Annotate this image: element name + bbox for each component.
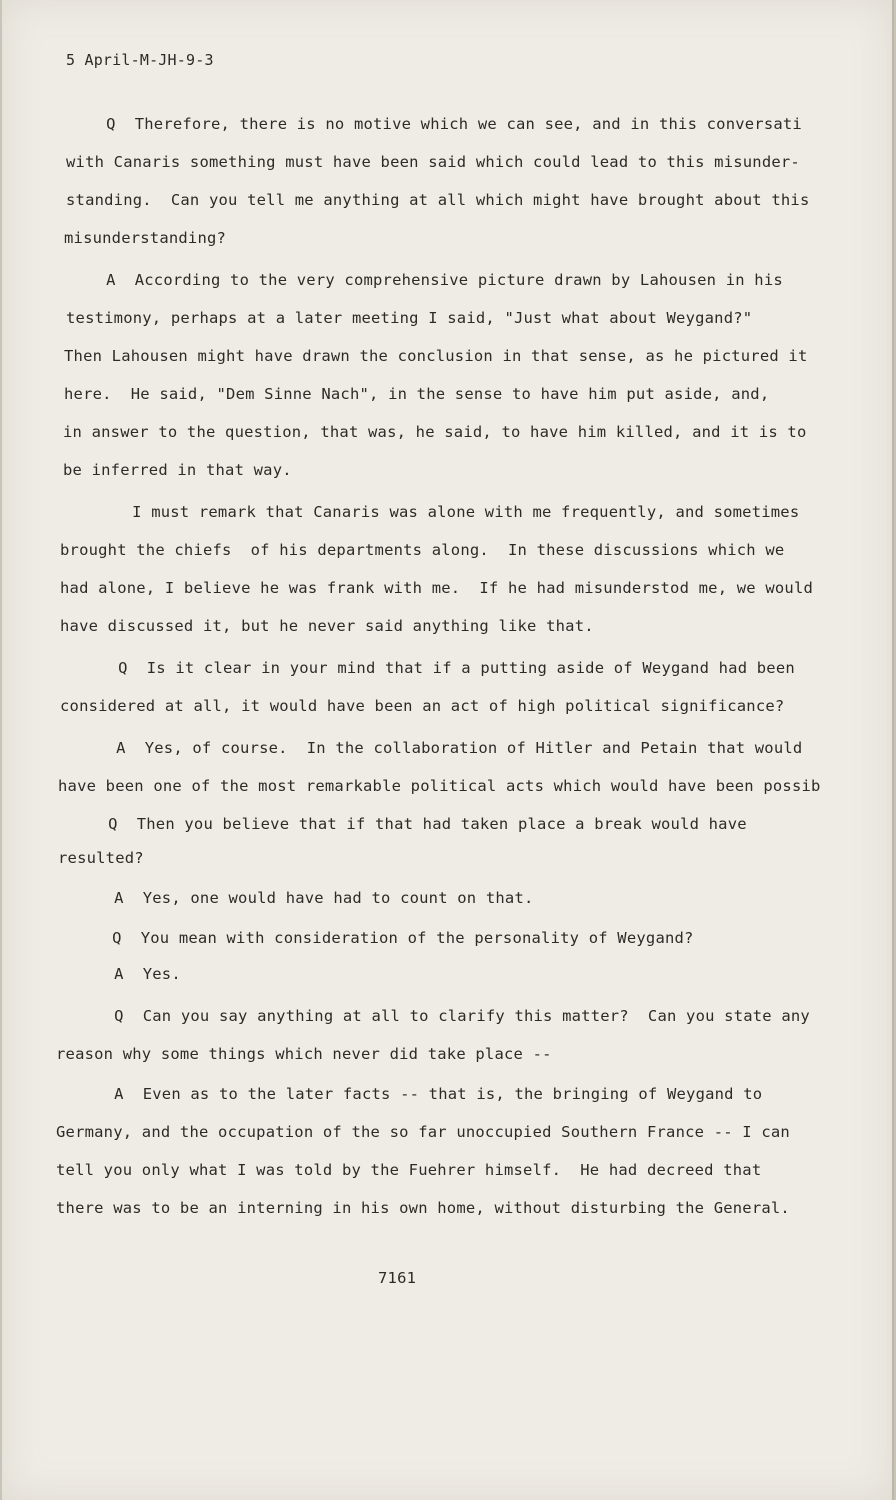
text-line: Q Can you say anything at all to clarify this matter? Can you state any [76,1007,810,1025]
page-header: 5 April-M-JH-9-3 [66,51,214,69]
text-line: I must remark that Canaris was alone with me frequently, and sometimes [94,503,800,521]
text-line: have discussed it, but he never said anything like that. [60,617,594,635]
text-line: Germany, and the occupation of the so far unoccupied Southern France -- I can [56,1123,790,1141]
text-line: have been one of the most remarkable political acts which would have been possib [58,777,821,795]
text-line: Q Therefore, there is no motive which we can see, and in this conversati [68,115,802,133]
text-line: with Canaris something must have been said which could lead to this misunder- [66,153,800,171]
text-line: A Yes. [76,965,181,983]
text-line: misunderstanding? [64,229,227,247]
text-line: testimony, perhaps at a later meeting I said, "Just what about Weygand?" [66,309,753,327]
text-line: Q Is it clear in your mind that if a putting aside of Weygand had been [80,659,795,677]
document-page [2,0,894,1500]
page-number: 7161 [378,1269,417,1287]
text-line: A Yes, of course. In the collaboration of Hitler and Petain that would [78,739,803,757]
text-line: A Even as to the later facts -- that is, the bringing of Weygand to [76,1085,763,1103]
text-line: resulted? [58,849,144,867]
text-line: reason why some things which never did take place -- [56,1045,552,1063]
text-line: be inferred in that way. [63,461,292,479]
text-line: Then Lahousen might have drawn the conclusion in that sense, as he pictured it [64,347,808,365]
text-line: brought the chiefs of his departments along. In these discussions which we [60,541,785,559]
text-line: in answer to the question, that was, he said, to have him killed, and it is to [63,423,807,441]
text-line: Q You mean with consideration of the personality of Weygand? [74,929,694,947]
text-line: had alone, I believe he was frank with me. If he had misunderstod me, we would [60,579,814,597]
text-line: Q Then you believe that if that had taken place a break would have [70,815,747,833]
text-line: there was to be an interning in his own home, without disturbing the General. [56,1199,790,1217]
text-line: tell you only what I was told by the Fuehrer himself. He had decreed that [56,1161,762,1179]
text-line: standing. Can you tell me anything at all which might have brought about this [66,191,810,209]
text-line: here. He said, "Dem Sinne Nach", in the sense to have him put aside, and, [64,385,770,403]
text-line: A Yes, one would have had to count on that. [76,889,534,907]
text-line: considered at all, it would have been an act of high political significance? [60,697,785,715]
text-line: A According to the very comprehensive picture drawn by Lahousen in his [68,271,783,289]
